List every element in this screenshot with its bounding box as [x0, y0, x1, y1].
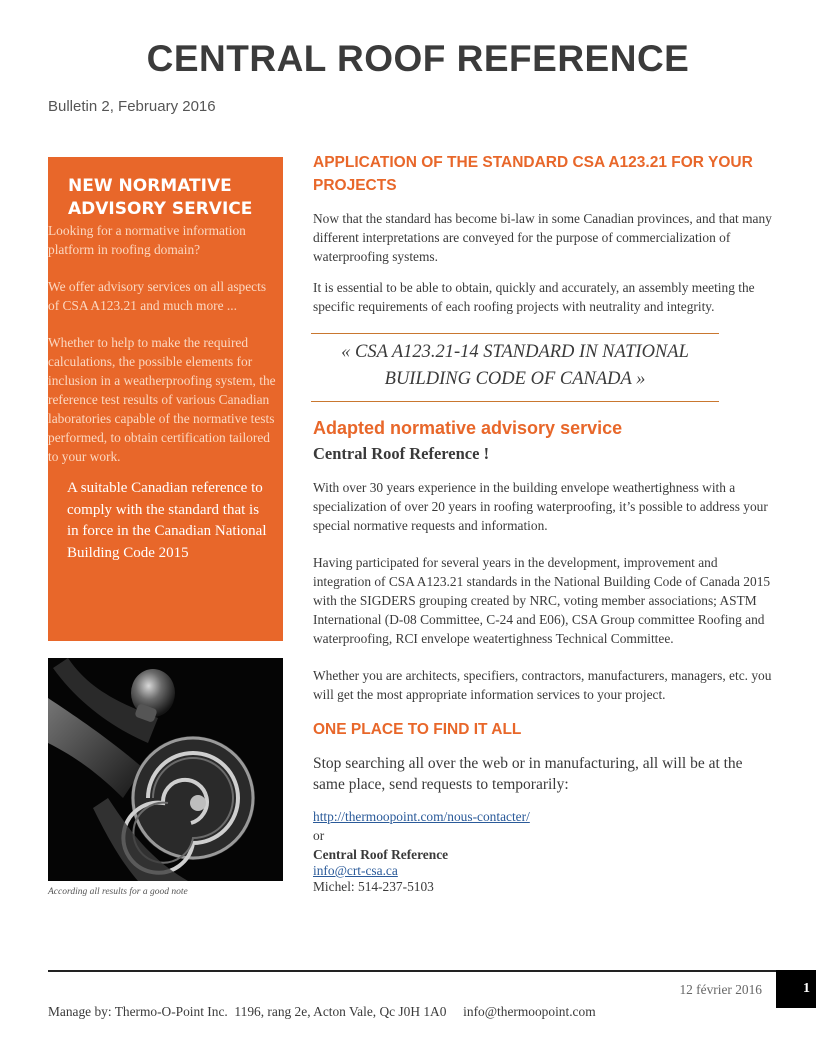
- contact-url-link[interactable]: http://thermoopoint.com/nous-contacter/: [313, 808, 530, 824]
- violin-scroll-illustration: [48, 658, 283, 881]
- contact-or: or: [313, 827, 325, 843]
- body-paragraph: Having participated for several years in the development, improvement and integration of CSA A123.21 standards in the National Building Code of Canada 2015 with the SIGDERS grouping created by NRC, voting member associations; ASTM International (D-08 Committee, C-24 and E06), CSA Group committee Roofing and waterproofing, RCI envelope weatertighness Technical Committee.: [313, 555, 771, 646]
- footer-divider: [48, 970, 776, 972]
- violin-scroll-photo: [48, 658, 283, 881]
- footer-date: 12 février 2016: [679, 982, 762, 997]
- footer-managed-by: Manage by: Thermo-O-Point Inc. 1196, rang 2e, Acton Vale, Qc J0H 1A0 info@thermoopoint.com: [48, 1004, 596, 1019]
- sidebar-heading-line1: NEW NORMATIVE: [68, 176, 232, 196]
- pull-quote: [311, 333, 719, 402]
- contact-block: [313, 809, 778, 895]
- body-paragraph: Stop searching all over the web or in manufacturing, all will be at the same place, send requests to temporarily:: [313, 754, 743, 793]
- photo-caption: According all results for a good note: [48, 887, 188, 897]
- pull-quote-line2: BUILDING CODE OF CANADA »: [384, 368, 646, 389]
- section-heading-application: APPLICATION OF THE STANDARD CSA A123.21 FOR YOUR PROJECTS: [313, 154, 753, 194]
- sidebar-heading-line2: ADVISORY SERVICE: [68, 199, 253, 219]
- sidebar-paragraph: We offer advisory services on all aspects of CSA A123.21 and much more ...: [48, 279, 267, 313]
- body-paragraph: With over 30 years experience in the building envelope weathertighness with a specialization of over 20 years in roofing waterproofing, it’s possible to address your special normative requests and information.: [313, 479, 768, 533]
- contact-phone: Michel: 514-237-5103: [313, 878, 434, 894]
- sidebar-quote: A suitable Canadian reference to comply with the standard that is in force in the Canadian National Building Code 2015: [67, 480, 267, 561]
- pull-quote-line1: « CSA A123.21-14 STANDARD IN NATIONAL: [341, 341, 689, 362]
- contact-email-link[interactable]: info@crt-csa.ca: [313, 862, 398, 878]
- advisory-sidebar: [48, 157, 283, 641]
- contact-name: Central Roof Reference: [313, 846, 449, 862]
- body-paragraph: It is essential to be able to obtain, quickly and accurately, an assembly meeting the specific requirements of each roofing projects with neutrality and integrity.: [313, 280, 755, 315]
- section-heading-advisory: Adapted normative advisory service: [313, 417, 623, 438]
- sidebar-paragraph: Looking for a normative information platform in roofing domain?: [48, 223, 246, 257]
- sidebar-paragraph: Whether to help to make the required calculations, the possible elements for inclusion in a weatherproofing system, the reference test results of various Canadian laboratories capable of the normative tests performed, to obtain certification tailored to your work.: [48, 335, 276, 464]
- page-title: CENTRAL ROOF REFERENCE: [146, 38, 690, 79]
- sidebar-body: [48, 221, 283, 466]
- contact-url-line: [313, 809, 778, 825]
- sidebar-heading: [68, 175, 283, 221]
- page-number: 1: [776, 970, 816, 1008]
- section-heading-one-place: ONE PLACE TO FIND IT ALL: [313, 720, 522, 738]
- section-subheading: Central Roof Reference !: [313, 443, 490, 463]
- body-paragraph: Now that the standard has become bi-law in some Canadian provinces, and that many different interpretations are conveyed for the purpose of commercialization of waterproofing systems.: [313, 211, 772, 264]
- body-paragraph: Whether you are architects, specifiers, contractors, manufacturers, managers, etc. you will get the most appropriate information services to your project.: [313, 668, 772, 703]
- contact-email-line: [313, 863, 778, 879]
- bulletin-date: Bulletin 2, February 2016: [48, 98, 216, 115]
- main-column: [313, 151, 778, 895]
